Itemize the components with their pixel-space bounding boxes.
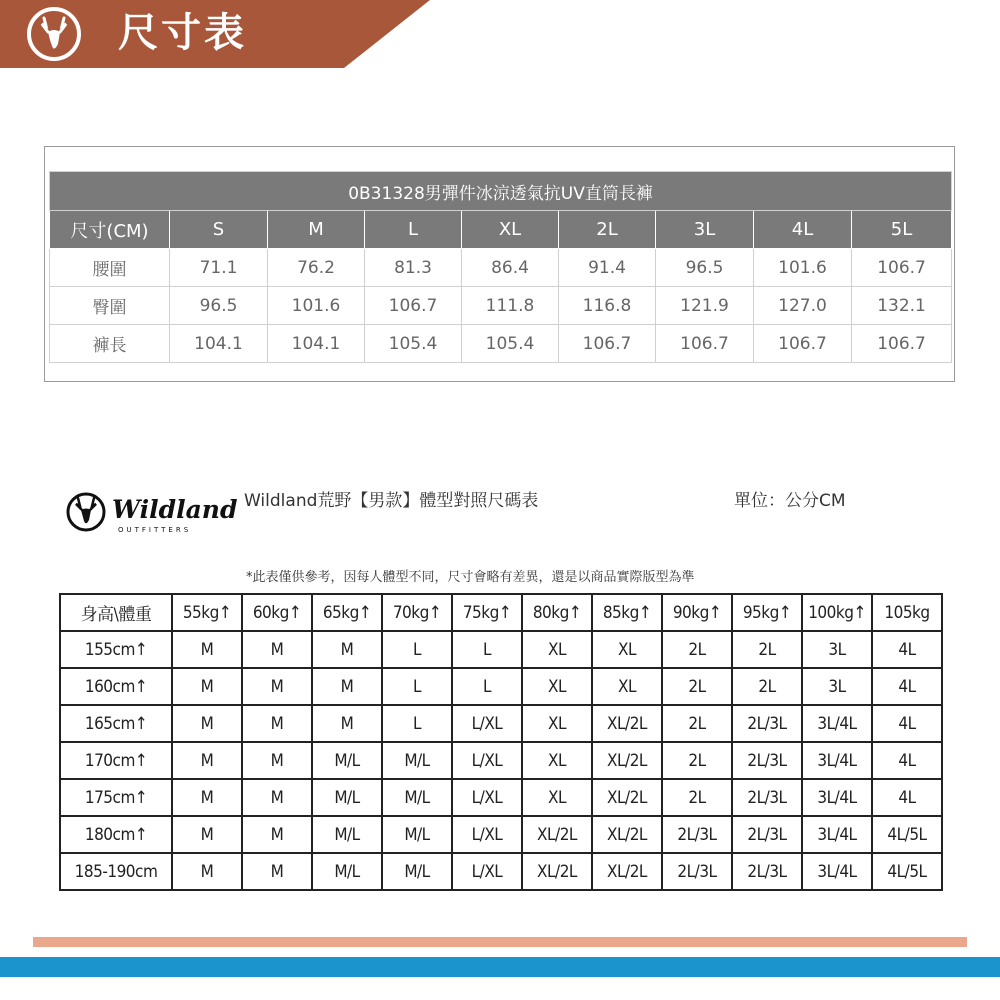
size-table-column-header: M xyxy=(268,211,365,249)
size-table-cell: 76.2 xyxy=(268,249,365,287)
wildland-brand: Wildland xyxy=(112,495,238,524)
body-table-column-header: 100kg↑ xyxy=(802,594,872,631)
body-table-column-header: 105kg xyxy=(872,594,942,631)
body-table-cell: 2L xyxy=(662,631,732,668)
body-table-cell: XL/2L xyxy=(522,816,592,853)
size-table-cell: 116.8 xyxy=(559,287,656,325)
body-table-cell: 3L/4L xyxy=(802,816,872,853)
size-table-cell: 106.7 xyxy=(559,325,656,363)
body-table-cell: 3L xyxy=(802,668,872,705)
size-table-cell: 106.7 xyxy=(852,249,952,287)
body-table-cell: 3L/4L xyxy=(802,705,872,742)
body-table-column-header: 80kg↑ xyxy=(522,594,592,631)
body-table-cell: 2L xyxy=(732,668,802,705)
body-table-cell: M xyxy=(172,668,242,705)
size-table-column-header: 4L xyxy=(754,211,852,249)
body-table-cell: L xyxy=(452,631,522,668)
body-table-cell: XL xyxy=(522,742,592,779)
body-table-row xyxy=(60,668,942,705)
size-table xyxy=(49,171,952,363)
body-table-cell: XL xyxy=(522,705,592,742)
body-table-column-header: 55kg↑ xyxy=(172,594,242,631)
size-table-cell: 104.1 xyxy=(170,325,268,363)
size-table-column-header: 3L xyxy=(656,211,754,249)
size-table-row-label: 褲長 xyxy=(50,325,170,363)
body-table-cell: M/L xyxy=(382,853,452,890)
size-table-column-header: S xyxy=(170,211,268,249)
body-table-cell: XL xyxy=(592,668,662,705)
body-table-cell: M xyxy=(172,816,242,853)
body-table-row xyxy=(60,853,942,890)
size-table-cell: 105.4 xyxy=(462,325,559,363)
body-table-cell: 4L xyxy=(872,779,942,816)
body-table-row xyxy=(60,705,942,742)
body-table-cell: 2L/3L xyxy=(732,779,802,816)
body-table-cell: 2L/3L xyxy=(732,705,802,742)
unit-label: 單位：公分CM xyxy=(734,491,846,511)
size-table-cell: 101.6 xyxy=(754,249,852,287)
size-table-cell: 106.7 xyxy=(754,325,852,363)
body-table-cell: M/L xyxy=(312,816,382,853)
body-table-column-header: 85kg↑ xyxy=(592,594,662,631)
body-table-column-header: 60kg↑ xyxy=(242,594,312,631)
size-table-cell: 96.5 xyxy=(656,249,754,287)
body-table-cell: XL xyxy=(592,631,662,668)
body-table-cell: M xyxy=(242,853,312,890)
body-table-cell: L/XL xyxy=(452,853,522,890)
body-table-cell: 2L xyxy=(662,705,732,742)
deer-head-icon xyxy=(26,6,82,62)
body-table-cell: XL xyxy=(522,779,592,816)
body-table-row xyxy=(60,779,942,816)
body-table-cell: 2L/3L xyxy=(732,853,802,890)
body-table-cell: M xyxy=(242,705,312,742)
body-table-cell: M/L xyxy=(312,779,382,816)
body-table-row-label: 155cm↑ xyxy=(60,631,172,668)
body-table-cell: M/L xyxy=(312,853,382,890)
size-table-column-header: XL xyxy=(462,211,559,249)
size-table-cell: 101.6 xyxy=(268,287,365,325)
body-table-cell: 2L/3L xyxy=(662,816,732,853)
size-table-row xyxy=(50,287,952,325)
body-table-column-header: 75kg↑ xyxy=(452,594,522,631)
body-table-column-header: 90kg↑ xyxy=(662,594,732,631)
body-table-cell: XL xyxy=(522,631,592,668)
size-table-column-header: 5L xyxy=(852,211,952,249)
body-table-cell: M/L xyxy=(382,779,452,816)
page-title: 尺寸表 xyxy=(118,10,247,56)
size-table-row xyxy=(50,249,952,287)
body-table-cell: XL/2L xyxy=(592,705,662,742)
body-table-cell: L/XL xyxy=(452,779,522,816)
body-table-cell: XL/2L xyxy=(592,816,662,853)
body-table-cell: L/XL xyxy=(452,705,522,742)
body-table-cell: M xyxy=(242,779,312,816)
body-table-cell: 4L xyxy=(872,631,942,668)
body-table-cell: 4L xyxy=(872,668,942,705)
body-table-cell: 3L/4L xyxy=(802,853,872,890)
disclaimer-note: *此表僅供參考，因每人體型不同，尺寸會略有差異，還是以商品實際版型為準 xyxy=(246,570,695,585)
body-table-cell: 4L/5L xyxy=(872,853,942,890)
body-table-cell: L xyxy=(452,668,522,705)
body-table-column-header: 95kg↑ xyxy=(732,594,802,631)
body-table-cell: M xyxy=(172,779,242,816)
size-table-column-header: 尺寸(CM) xyxy=(50,211,170,249)
body-table-cell: M/L xyxy=(382,742,452,779)
size-table-cell: 127.0 xyxy=(754,287,852,325)
size-table-row xyxy=(50,325,952,363)
body-table-cell: M xyxy=(172,742,242,779)
body-table-cell: M xyxy=(242,816,312,853)
size-table-column-header: L xyxy=(365,211,462,249)
size-table-title: 0B31328男彈件冰涼透氣抗UV直筒長褲 xyxy=(50,172,952,211)
body-table-cell: 2L/3L xyxy=(732,742,802,779)
body-table-column-header: 65kg↑ xyxy=(312,594,382,631)
size-table-cell: 106.7 xyxy=(852,325,952,363)
size-table-cell: 104.1 xyxy=(268,325,365,363)
wildland-brand-sub: OUTFITTERS xyxy=(118,526,192,534)
body-table-cell: M/L xyxy=(382,816,452,853)
body-table-cell: XL/2L xyxy=(592,742,662,779)
body-table-row-label: 170cm↑ xyxy=(60,742,172,779)
body-table-cell: 2L/3L xyxy=(662,853,732,890)
body-table-cell: 2L xyxy=(732,631,802,668)
size-table-cell: 91.4 xyxy=(559,249,656,287)
body-table-cell: XL/2L xyxy=(592,853,662,890)
body-table-row-label: 160cm↑ xyxy=(60,668,172,705)
size-table-cell: 132.1 xyxy=(852,287,952,325)
body-size-table xyxy=(59,593,943,891)
body-table-column-header: 70kg↑ xyxy=(382,594,452,631)
size-table-cell: 71.1 xyxy=(170,249,268,287)
body-table-cell: 3L/4L xyxy=(802,742,872,779)
body-table-cell: 2L xyxy=(662,742,732,779)
body-table-cell: 2L/3L xyxy=(732,816,802,853)
footer-stripe-salmon xyxy=(33,937,967,947)
size-chart-title: Wildland荒野【男款】體型對照尺碼表 xyxy=(244,491,539,511)
body-table-cell: M xyxy=(242,742,312,779)
body-table-row xyxy=(60,742,942,779)
footer-stripe-blue xyxy=(0,957,1000,977)
body-table-cell: M/L xyxy=(312,742,382,779)
size-table-column-header: 2L xyxy=(559,211,656,249)
size-table-cell: 86.4 xyxy=(462,249,559,287)
body-table-cell: L/XL xyxy=(452,816,522,853)
body-table-cell: XL/2L xyxy=(522,853,592,890)
size-table-cell: 106.7 xyxy=(365,287,462,325)
body-table-cell: M xyxy=(312,705,382,742)
body-table-cell: XL xyxy=(522,668,592,705)
body-table-cell: L xyxy=(382,668,452,705)
size-table-row-label: 臀圍 xyxy=(50,287,170,325)
body-table-row xyxy=(60,631,942,668)
body-table-cell: 4L/5L xyxy=(872,816,942,853)
body-table-cell: XL/2L xyxy=(592,779,662,816)
body-table-cell: M xyxy=(242,668,312,705)
size-table-cell: 96.5 xyxy=(170,287,268,325)
body-table-row xyxy=(60,816,942,853)
body-table-cell: M xyxy=(312,668,382,705)
body-table-row-label: 175cm↑ xyxy=(60,779,172,816)
size-table-row-label: 腰圍 xyxy=(50,249,170,287)
size-table-cell: 106.7 xyxy=(656,325,754,363)
body-table-cell: L xyxy=(382,631,452,668)
size-table-cell: 121.9 xyxy=(656,287,754,325)
body-table-column-header: 身高\體重 xyxy=(60,594,172,631)
body-table-cell: M xyxy=(312,631,382,668)
size-table-cell: 81.3 xyxy=(365,249,462,287)
body-table-cell: M xyxy=(242,631,312,668)
body-table-row-label: 165cm↑ xyxy=(60,705,172,742)
body-table-cell: L xyxy=(382,705,452,742)
body-table-cell: 2L xyxy=(662,668,732,705)
body-table-cell: M xyxy=(172,853,242,890)
body-table-cell: 2L xyxy=(662,779,732,816)
body-table-cell: 4L xyxy=(872,742,942,779)
size-table-cell: 105.4 xyxy=(365,325,462,363)
body-table-row-label: 180cm↑ xyxy=(60,816,172,853)
body-table-cell: L/XL xyxy=(452,742,522,779)
body-table-cell: M xyxy=(172,705,242,742)
size-table-cell: 111.8 xyxy=(462,287,559,325)
body-table-cell: 3L/4L xyxy=(802,779,872,816)
body-table-cell: 3L xyxy=(802,631,872,668)
body-table-row-label: 185-190cm xyxy=(60,853,172,890)
body-table-cell: 4L xyxy=(872,705,942,742)
body-table-cell: M xyxy=(172,631,242,668)
